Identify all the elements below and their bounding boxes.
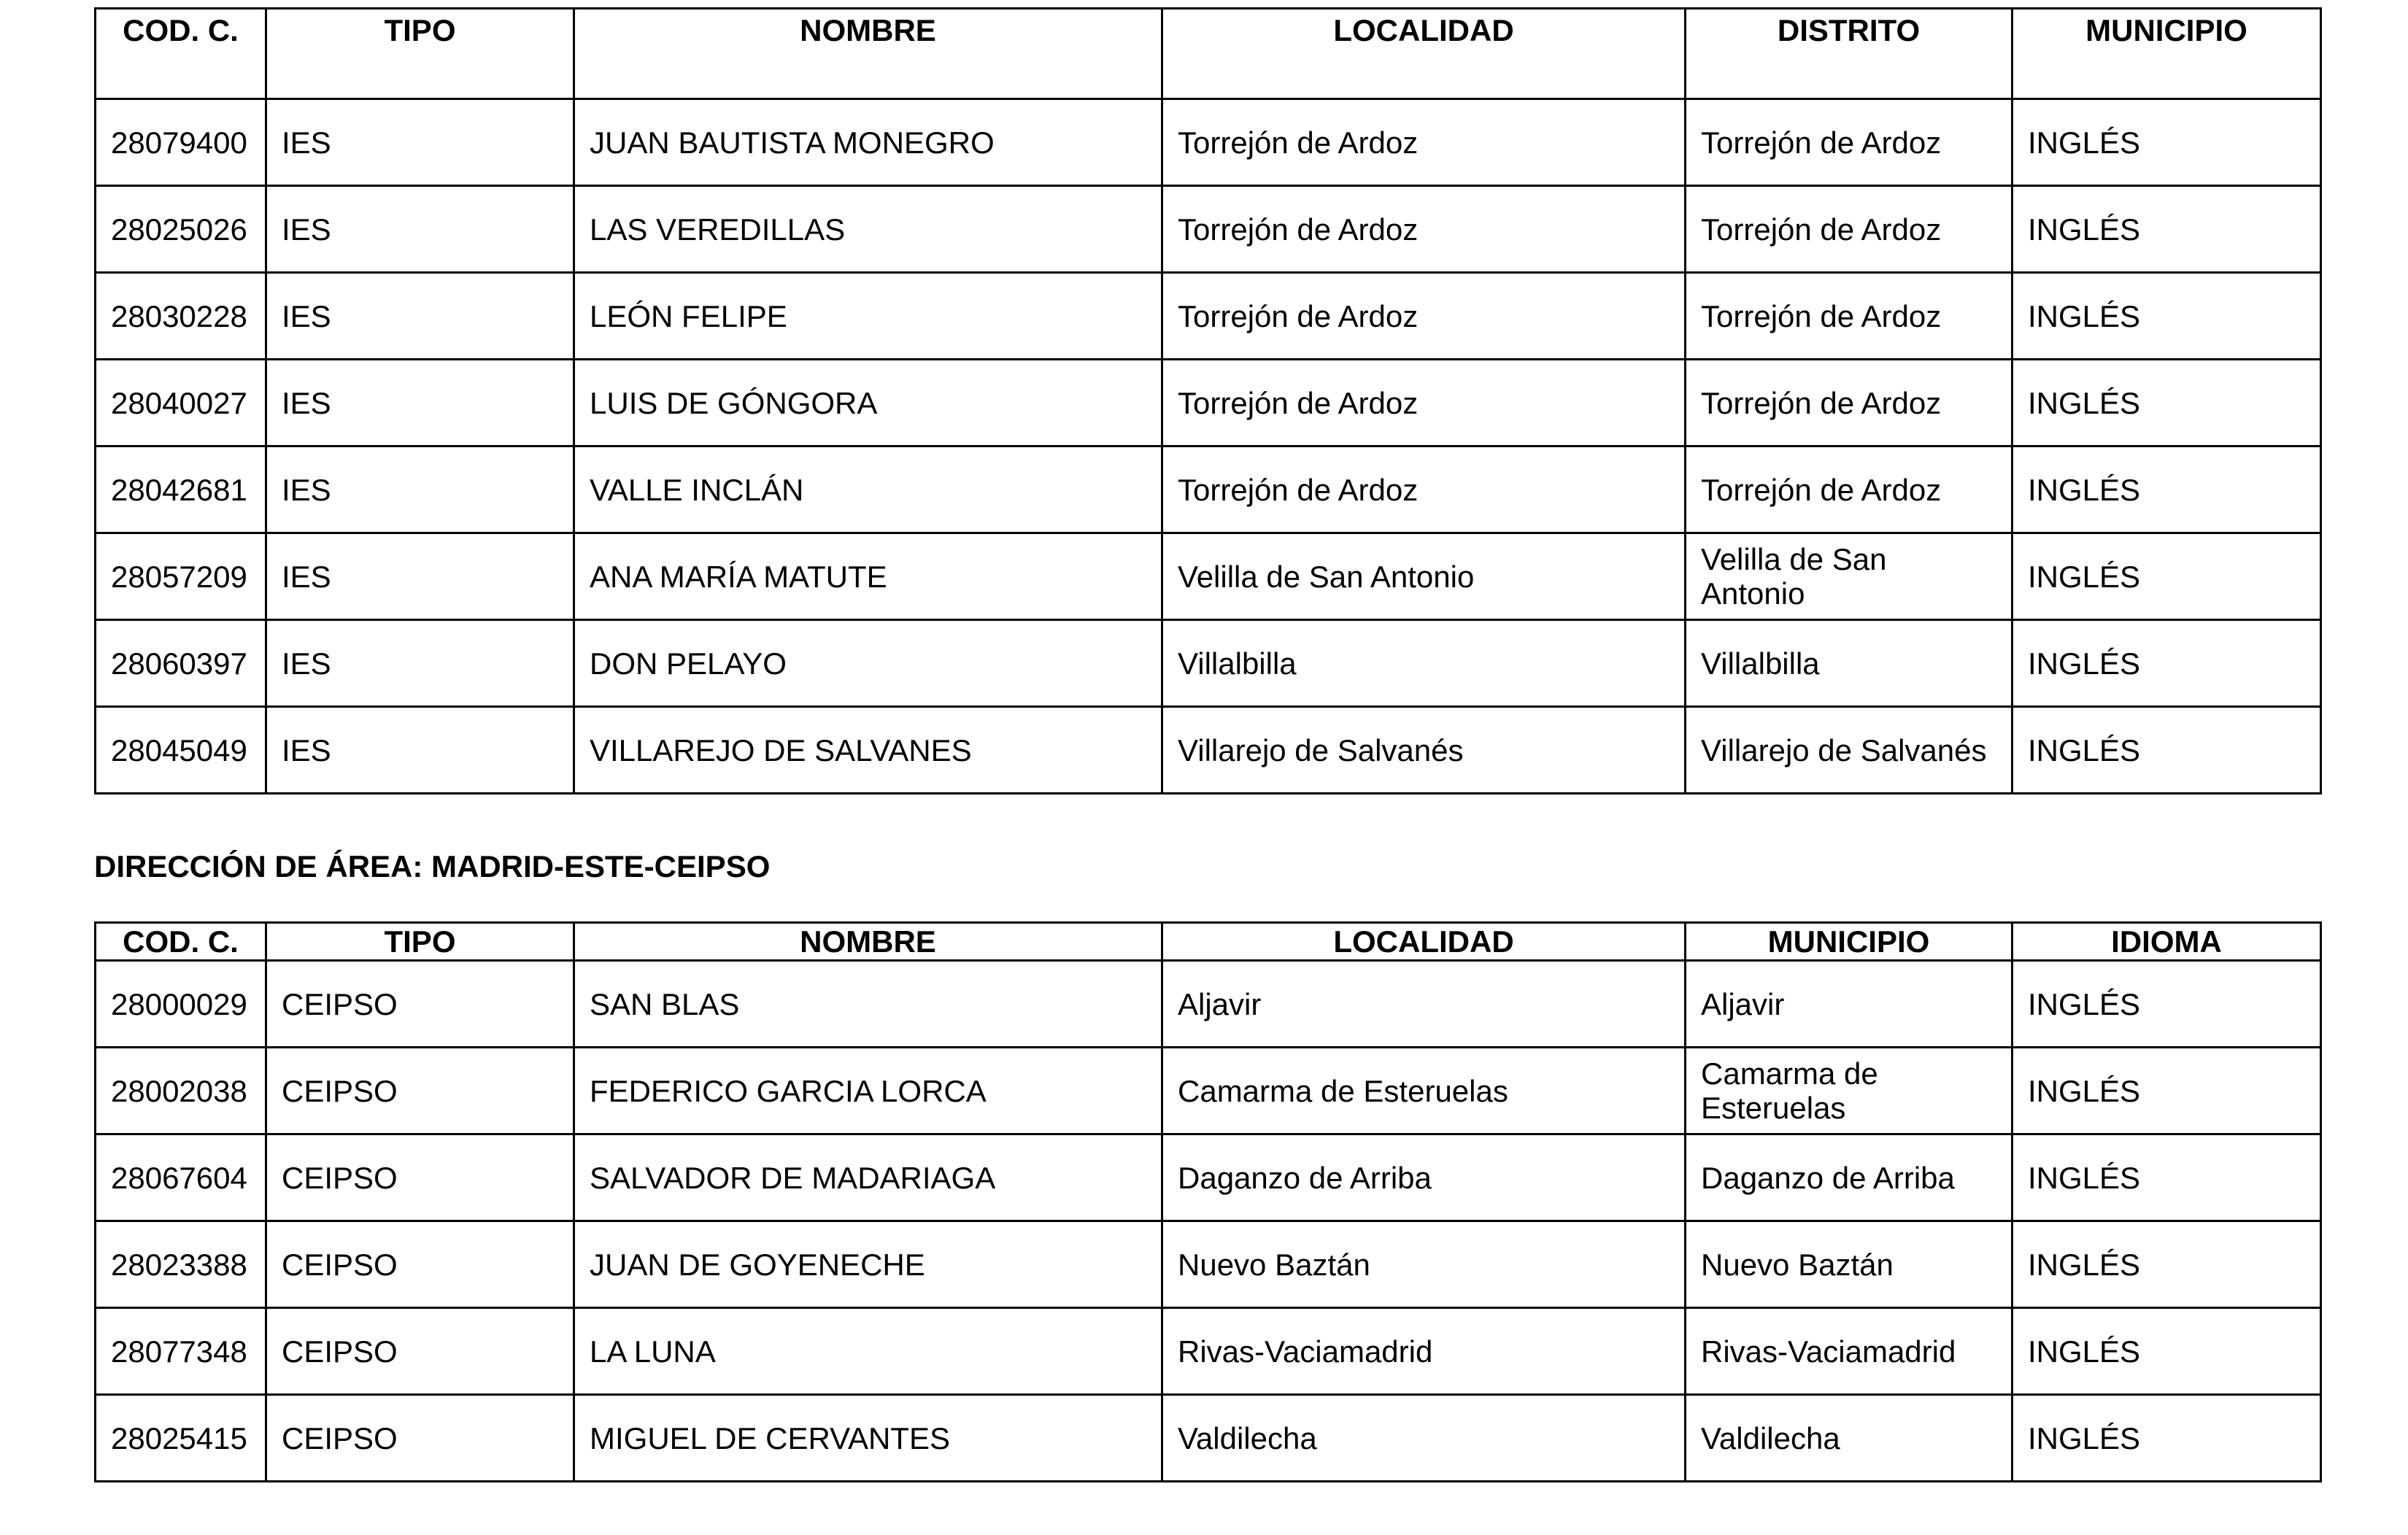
cell-type: IES [266,273,574,360]
cell-name: SAN BLAS [574,961,1162,1048]
cell-municipality: INGLÉS [2013,707,2321,794]
cell-locality: Rivas-Vaciamadrid [1162,1308,1686,1395]
cell-name: LUIS DE GÓNGORA [574,360,1162,446]
cell-type: CEIPSO [266,1395,574,1482]
cell-code: 28025026 [96,186,266,273]
cell-type: IES [266,186,574,273]
table-row [96,961,2321,1048]
table-row [96,1048,2321,1134]
column-header-locality: LOCALIDAD [1162,9,1686,99]
cell-type: IES [266,446,574,533]
table-header-row [96,9,2321,99]
column-header-municipality: MUNICIPIO [1686,923,2013,961]
cell-name: SALVADOR DE MADARIAGA [574,1134,1162,1221]
cell-municipality: INGLÉS [2013,533,2321,620]
column-header-type: TIPO [266,923,574,961]
cell-code: 28025415 [96,1395,266,1482]
cell-district: Torrejón de Ardoz [1686,360,2013,446]
column-header-code: COD. C. [96,9,266,99]
cell-code: 28030228 [96,273,266,360]
cell-language: INGLÉS [2013,1395,2321,1482]
cell-type: IES [266,620,574,707]
cell-code: 28002038 [96,1048,266,1134]
table-row [96,1308,2321,1395]
cell-code: 28000029 [96,961,266,1048]
table-row [96,99,2321,186]
cell-municipality: INGLÉS [2013,273,2321,360]
cell-code: 28079400 [96,99,266,186]
cell-type: IES [266,360,574,446]
cell-locality: Camarma de Esteruelas [1162,1048,1686,1134]
cell-district: Villarejo de Salvanés [1686,707,2013,794]
cell-language: INGLÉS [2013,961,2321,1048]
cell-municipality: INGLÉS [2013,99,2321,186]
table-row [96,1221,2321,1308]
cell-type: CEIPSO [266,1308,574,1395]
cell-name: ANA MARÍA MATUTE [574,533,1162,620]
section-heading: DIRECCIÓN DE ÁREA: MADRID-ESTE-CEIPSO [94,849,771,884]
cell-type: IES [266,533,574,620]
cell-locality: Villarejo de Salvanés [1162,707,1686,794]
cell-name: MIGUEL DE CERVANTES [574,1395,1162,1482]
cell-name: VALLE INCLÁN [574,446,1162,533]
schools-table-ceipso [94,921,2322,1482]
column-header-name: NOMBRE [574,923,1162,961]
cell-locality: Villalbilla [1162,620,1686,707]
cell-type: CEIPSO [266,1221,574,1308]
cell-type: CEIPSO [266,961,574,1048]
cell-code: 28040027 [96,360,266,446]
cell-code: 28023388 [96,1221,266,1308]
cell-district: Torrejón de Ardoz [1686,186,2013,273]
cell-type: CEIPSO [266,1048,574,1134]
cell-code: 28077348 [96,1308,266,1395]
cell-municipality: Aljavir [1686,961,2013,1048]
schools-table-ies [94,7,2322,794]
cell-language: INGLÉS [2013,1048,2321,1134]
cell-municipality: Valdilecha [1686,1395,2013,1482]
column-header-code: COD. C. [96,923,266,961]
column-header-name: NOMBRE [574,9,1162,99]
table-row [96,186,2321,273]
cell-district: Velilla de San Antonio [1686,533,2013,620]
table-row [96,707,2321,794]
cell-name: JUAN DE GOYENECHE [574,1221,1162,1308]
cell-locality: Daganzo de Arriba [1162,1134,1686,1221]
cell-locality: Valdilecha [1162,1395,1686,1482]
cell-district: Villalbilla [1686,620,2013,707]
cell-name: JUAN BAUTISTA MONEGRO [574,99,1162,186]
cell-code: 28042681 [96,446,266,533]
table-row [96,273,2321,360]
column-header-district: DISTRITO [1686,9,2013,99]
cell-language: INGLÉS [2013,1221,2321,1308]
cell-code: 28067604 [96,1134,266,1221]
table-row [96,1134,2321,1221]
cell-municipality: INGLÉS [2013,620,2321,707]
table-row [96,533,2321,620]
cell-locality: Velilla de San Antonio [1162,533,1686,620]
table-row [96,446,2321,533]
cell-locality: Nuevo Baztán [1162,1221,1686,1308]
table-header-row [96,923,2321,961]
cell-locality: Torrejón de Ardoz [1162,446,1686,533]
column-header-type: TIPO [266,9,574,99]
cell-name: LA LUNA [574,1308,1162,1395]
cell-locality: Torrejón de Ardoz [1162,273,1686,360]
cell-type: IES [266,99,574,186]
table-row [96,1395,2321,1482]
cell-name: LAS VEREDILLAS [574,186,1162,273]
cell-type: CEIPSO [266,1134,574,1221]
cell-locality: Aljavir [1162,961,1686,1048]
column-header-language: IDIOMA [2013,923,2321,961]
cell-district: Torrejón de Ardoz [1686,273,2013,360]
cell-municipality: INGLÉS [2013,186,2321,273]
cell-code: 28060397 [96,620,266,707]
cell-locality: Torrejón de Ardoz [1162,360,1686,446]
cell-language: INGLÉS [2013,1134,2321,1221]
cell-name: DON PELAYO [574,620,1162,707]
cell-municipality: Nuevo Baztán [1686,1221,2013,1308]
cell-municipality: INGLÉS [2013,446,2321,533]
cell-municipality: Camarma de Esteruelas [1686,1048,2013,1134]
table-row [96,360,2321,446]
cell-locality: Torrejón de Ardoz [1162,186,1686,273]
cell-language: INGLÉS [2013,1308,2321,1395]
cell-type: IES [266,707,574,794]
cell-district: Torrejón de Ardoz [1686,99,2013,186]
cell-municipality: Daganzo de Arriba [1686,1134,2013,1221]
cell-name: VILLAREJO DE SALVANES [574,707,1162,794]
column-header-municipality: MUNICIPIO [2013,9,2321,99]
cell-name: LEÓN FELIPE [574,273,1162,360]
cell-code: 28057209 [96,533,266,620]
cell-municipality: Rivas-Vaciamadrid [1686,1308,2013,1395]
cell-municipality: INGLÉS [2013,360,2321,446]
cell-district: Torrejón de Ardoz [1686,446,2013,533]
column-header-locality: LOCALIDAD [1162,923,1686,961]
table-row [96,620,2321,707]
cell-locality: Torrejón de Ardoz [1162,99,1686,186]
cell-name: FEDERICO GARCIA LORCA [574,1048,1162,1134]
cell-code: 28045049 [96,707,266,794]
